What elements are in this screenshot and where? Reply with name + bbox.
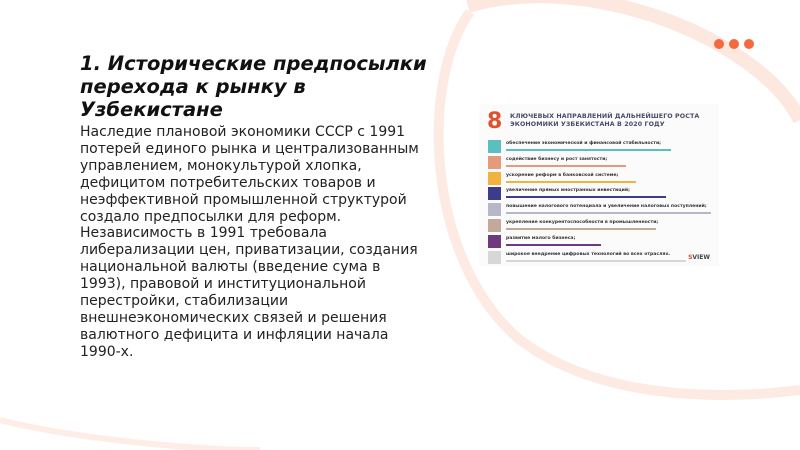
infographic-item	[488, 186, 714, 202]
infographic-item-underline	[506, 228, 656, 230]
infographic-heading: КЛЮЧЕВЫХ НАПРАВЛЕНИЙ ДАЛЬНЕЙШЕГО РОСТА ЭКОНОМИКИ УЗБЕКИСТАНА В 2020 ГОДУ	[510, 113, 700, 128]
infographic-item	[488, 234, 714, 250]
infographic-item-icon	[488, 235, 501, 248]
infographic-item-icon	[488, 203, 501, 216]
infographic-number: 8	[487, 109, 503, 134]
infographic-item	[488, 218, 714, 234]
infographic-logo	[688, 254, 710, 261]
logo-prefix: S	[688, 254, 693, 261]
infographic-item-underline	[506, 181, 636, 183]
infographic-item-icon	[488, 156, 501, 169]
infographic-item	[488, 139, 714, 155]
infographic-item-label: укрепление конкурентоспособности в промышленности;	[506, 219, 659, 225]
dot-1	[714, 39, 724, 49]
infographic-item	[488, 250, 714, 266]
infographic-item-label: увеличение прямых иностранных инвестиций;	[506, 188, 630, 194]
dot-3	[744, 39, 754, 49]
infographic-item	[488, 202, 714, 218]
infographic-item-icon	[488, 172, 501, 185]
infographic-item-label: широкое внедрение цифровых технологий во всех отраслях.	[506, 251, 671, 257]
infographic-item-underline	[506, 165, 626, 167]
logo-main: VIEW	[692, 254, 710, 261]
infographic-item-underline	[506, 244, 601, 246]
infographic-item-label: повышение налогового потенциала и увеличение налоговых поступлений;	[506, 204, 707, 210]
infographic-item-underline	[506, 196, 666, 198]
infographic-image	[480, 105, 718, 265]
dot-2	[729, 39, 739, 49]
infographic-list	[488, 139, 714, 265]
infographic-item-underline	[506, 212, 711, 214]
infographic-item-icon	[488, 219, 501, 232]
infographic-item-underline	[506, 260, 686, 262]
decorative-dots	[714, 39, 754, 49]
slide-title: 1. Исторические предпосылки перехода к рынку в Узбекистане	[80, 52, 427, 121]
infographic-item-icon	[488, 187, 501, 200]
infographic-item	[488, 171, 714, 187]
infographic-item	[488, 155, 714, 171]
infographic-item-underline	[506, 149, 671, 151]
infographic-item-label: содействие бизнесу и рост занятости;	[506, 156, 608, 162]
infographic-item-label: развитие малого бизнеса;	[506, 235, 576, 241]
infographic-item-icon	[488, 140, 501, 153]
infographic-item-icon	[488, 251, 501, 264]
slide-body-text: Наследие плановой экономики СССР с 1991 потерей единого рынка и централизованным управлением, монокультурой хлопка, дефицитом потребительских товаров и неэффективной промышленной структурой создало предпосылки для реформ. Независимость в 1991 требовала либерализации цен, приватизации, создания национальной валюты (введение сума в 1993), правовой и институциональной перестройки, стабилизации внешнеэкономических связей и решения валютного дефицита и инфляции начала 1990-х.	[80, 124, 419, 360]
infographic-item-label: ускорение реформ в банковской системе;	[506, 172, 619, 178]
infographic-item-label: обеспечение экономической и финансовой стабильности;	[506, 141, 662, 146]
